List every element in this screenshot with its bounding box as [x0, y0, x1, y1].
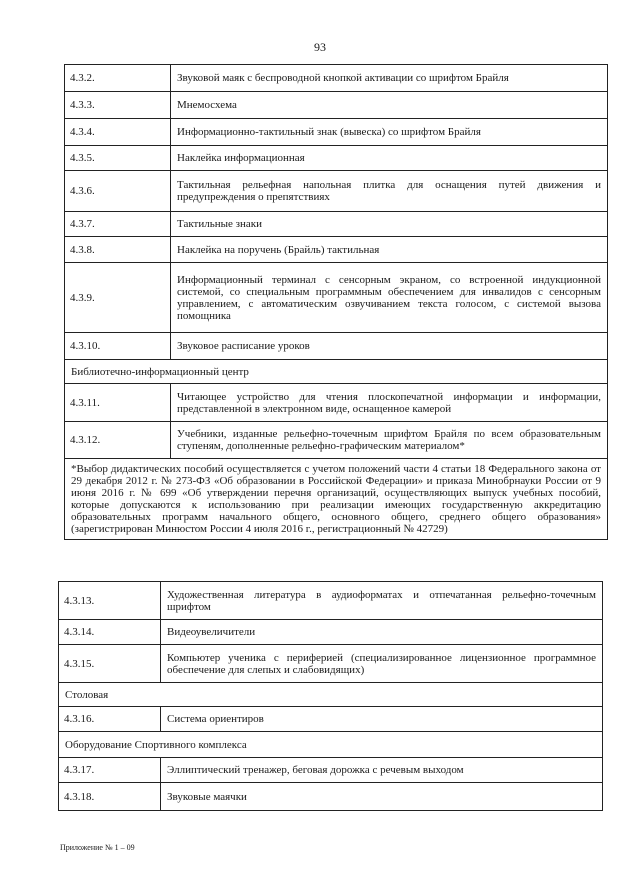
row-number: 4.3.11. [65, 384, 171, 421]
row-description: Компьютер ученика с периферией (специализированное лицензионное программное обеспечение для слепых и слабовидящих) [167, 651, 596, 676]
row-number: 4.3.13. [59, 582, 161, 619]
table-row [59, 757, 602, 782]
section-heading-library: Библиотечно-информационный центр [65, 359, 607, 383]
row-description: Звуковое расписание уроков [177, 340, 310, 352]
row-description: Система ориентиров [167, 713, 264, 725]
row-number: 4.3.3. [65, 92, 171, 118]
table-row [65, 211, 607, 236]
table-row [65, 262, 607, 332]
row-description: Видеоувеличители [167, 626, 256, 638]
row-number: 4.3.15. [59, 645, 161, 682]
table-row [65, 421, 607, 458]
table-row [65, 65, 607, 91]
row-number: 4.3.7. [65, 212, 171, 236]
table-row [65, 236, 607, 262]
row-description: Информационный терминал с сенсорным экраном, со встроенной индукционной системой, со специальным программным обеспечением для инвалидов с сенсорным управлением, с автоматическим озвучиванием текста голосом, с системой вызова помощника [177, 273, 601, 322]
row-number: 4.3.9. [65, 263, 171, 332]
row-description: Учебники, изданные рельефно-точечным шрифтом Брайля по всем образовательным ступеням, дополненные рельефно-графическим материалом* [177, 428, 601, 452]
row-number: 4.3.4. [65, 119, 171, 145]
row-description: Звуковые маячки [167, 790, 247, 803]
table-row [65, 332, 607, 359]
row-number: 4.3.6. [65, 171, 171, 211]
footnote: *Выбор дидактических пособий осуществляется с учетом положений части 4 статьи 18 Федерального закона от 29 декабря 2012 г. № 273-ФЗ «Об образовании в Российской Федерации» и приказа Минобрнауки России от 9 июня 2016 г. № 699 «Об утверждении перечня организаций, осуществляющих выпуск учебных пособий, которые допускаются к использованию при реализации имеющих государственную аккредитацию образовательных программ начального общего, основного общего, среднего общего образования» (зарегистрирован Минюстом России 4 июля 2016 г., регистрационный № 42729) [65, 458, 607, 539]
row-description: Наклейка на поручень (Брайль) тактильная [177, 243, 380, 256]
row-number: 4.3.14. [59, 620, 161, 644]
section-heading-sport: Оборудование Спортивного комплекса [59, 731, 602, 757]
table-row [65, 170, 607, 211]
table-row [59, 644, 602, 682]
table-row [59, 619, 602, 644]
table-row [65, 383, 607, 421]
row-number: 4.3.10. [65, 333, 171, 359]
page-number: 93 [314, 40, 326, 54]
row-description: Мнемосхема [177, 99, 237, 111]
page-footer: Приложение № 1 – 09 [60, 843, 135, 852]
row-description: Наклейка информационная [177, 152, 305, 164]
row-number: 4.3.16. [59, 707, 161, 731]
row-number: 4.3.18. [59, 783, 161, 810]
row-description: Читающее устройство для чтения плоскопечатной информации и информации, представленной в электронном виде, оснащенное камерой [177, 390, 601, 415]
row-description: Информационно-тактильный знак (вывеска) со шрифтом Брайля [177, 126, 481, 138]
table-row [65, 118, 607, 145]
row-description: Художественная литература в аудиоформатах и отпечатанная рельефно-точечным шрифтом [167, 588, 596, 613]
table-row [59, 782, 602, 810]
table-row [65, 91, 607, 118]
row-number: 4.3.17. [59, 758, 161, 782]
row-number: 4.3.12. [65, 422, 171, 458]
equipment-table-upper [64, 64, 608, 540]
table-row [59, 706, 602, 731]
table-row [59, 582, 602, 619]
equipment-table-lower [58, 581, 603, 811]
row-number: 4.3.8. [65, 237, 171, 262]
row-number: 4.3.5. [65, 146, 171, 170]
row-description: Эллиптический тренажер, беговая дорожка с речевым выходом [167, 764, 464, 776]
row-description: Тактильная рельефная напольная плитка для оснащения путей движения и предупреждения о препятствиях [177, 179, 601, 203]
row-description: Тактильные знаки [177, 218, 262, 230]
row-description: Звуковой маяк с беспроводной кнопкой активации со шрифтом Брайля [177, 72, 509, 84]
row-number: 4.3.2. [65, 65, 171, 91]
table-row [65, 145, 607, 170]
section-heading-canteen: Столовая [59, 682, 602, 706]
